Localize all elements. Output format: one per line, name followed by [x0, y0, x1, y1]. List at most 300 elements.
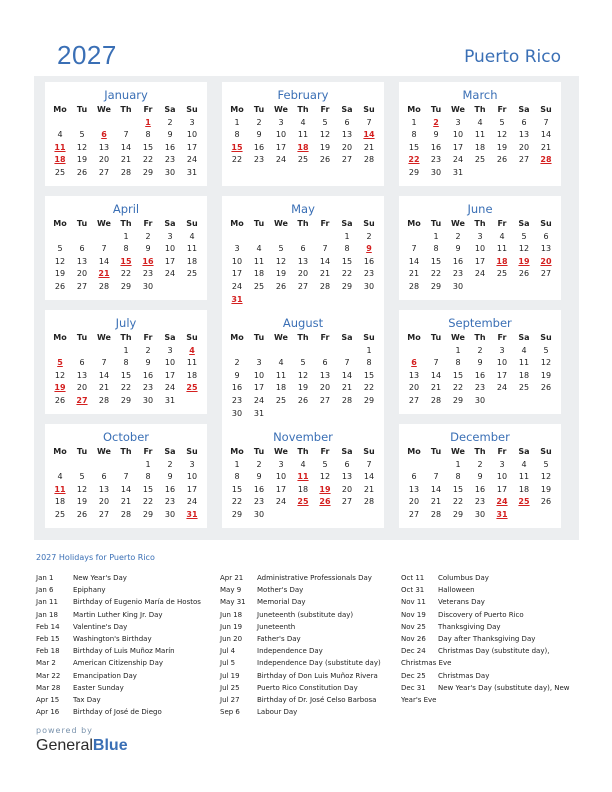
- day-cell: 1: [455, 345, 461, 355]
- weekday-header: We: [97, 333, 111, 342]
- day-cell: 14: [341, 370, 353, 380]
- day-cell: 17: [452, 142, 464, 152]
- day-cell: 12: [76, 142, 88, 152]
- holiday-name: Halloween: [438, 586, 475, 595]
- day-cell: 30: [142, 395, 154, 405]
- weekday-header: Mo: [53, 105, 67, 114]
- empty-day-cell: [358, 408, 380, 421]
- day-cell: 6: [411, 358, 417, 368]
- holiday-date: Jul 5: [220, 659, 236, 668]
- day-cell: 11: [54, 142, 66, 152]
- day-cell: 11: [297, 130, 309, 140]
- empty-day-cell: [336, 294, 358, 307]
- holiday-entry: [220, 694, 395, 706]
- holiday-name: Columbus Day: [438, 574, 489, 582]
- day-cell: 17: [474, 256, 486, 266]
- day-cell: 21: [363, 142, 375, 152]
- weekday-header: We: [274, 333, 288, 342]
- day-cell: 20: [408, 497, 420, 507]
- holiday-name: Washington's Birthday: [73, 634, 152, 643]
- holiday-entry: [36, 596, 214, 608]
- holiday-name: Tax Day: [73, 695, 101, 704]
- day-cell: 30: [474, 395, 486, 405]
- holiday-name: Christmas Day: [438, 671, 490, 680]
- holiday-name: Valentine's Day: [73, 622, 128, 631]
- empty-day-cell: [71, 231, 93, 244]
- day-cell: 12: [54, 256, 66, 266]
- day-cell: 12: [540, 472, 552, 482]
- holiday-entry: [401, 609, 579, 621]
- weekday-header: Sa: [164, 219, 176, 228]
- day-cell: 12: [319, 472, 331, 482]
- empty-day-cell: [513, 167, 535, 180]
- day-cell: 16: [474, 484, 486, 494]
- day-cell: 18: [54, 155, 66, 165]
- holiday-name: Birthday of Eugenio María de Hostos: [73, 598, 201, 607]
- day-cell: 16: [231, 383, 243, 393]
- holiday-name: Emancipation Day: [73, 671, 137, 680]
- day-cell: 24: [186, 497, 198, 507]
- day-cell: 25: [186, 383, 198, 393]
- holiday-date: Jan 1: [36, 574, 54, 582]
- day-cell: 4: [300, 459, 306, 469]
- day-cell: 31: [452, 167, 464, 177]
- day-cell: 9: [145, 358, 151, 368]
- day-cell: 9: [234, 370, 240, 380]
- day-cell: 1: [344, 231, 350, 241]
- day-cell: 10: [496, 358, 508, 368]
- weekday-header: Mo: [53, 447, 67, 456]
- day-cell: 29: [142, 509, 154, 519]
- day-cell: 5: [300, 358, 306, 368]
- day-cell: 16: [164, 484, 176, 494]
- day-cell: 26: [76, 167, 88, 177]
- day-cell: 14: [363, 130, 375, 140]
- holiday-entry: [36, 706, 214, 718]
- day-cell: 20: [408, 383, 420, 393]
- day-cell: 8: [455, 358, 461, 368]
- day-cell: 17: [164, 370, 176, 380]
- day-cell: 14: [319, 256, 331, 266]
- day-cell: 25: [275, 395, 287, 405]
- day-cell: 26: [76, 509, 88, 519]
- empty-day-cell: [226, 231, 248, 244]
- day-cell: 7: [366, 117, 372, 127]
- day-cell: 29: [452, 395, 464, 405]
- day-cell: 9: [256, 130, 262, 140]
- day-cell: 18: [253, 269, 265, 279]
- day-cell: 11: [518, 358, 530, 368]
- day-cell: 30: [164, 167, 176, 177]
- empty-day-cell: [93, 459, 115, 472]
- day-cell: 19: [275, 269, 287, 279]
- day-cell: 10: [164, 358, 176, 368]
- day-cell: 18: [186, 370, 198, 380]
- day-cell: 3: [499, 459, 505, 469]
- empty-day-cell: [403, 231, 425, 244]
- weekday-header: We: [274, 105, 288, 114]
- month-april: [45, 196, 207, 300]
- day-cell: 6: [322, 358, 328, 368]
- empty-day-cell: [336, 509, 358, 522]
- day-cell: 27: [408, 395, 420, 405]
- day-cell: 18: [518, 484, 530, 494]
- day-cell: 15: [231, 142, 243, 152]
- weekday-header: Th: [120, 333, 132, 342]
- day-cell: 17: [186, 484, 198, 494]
- day-cell: 26: [275, 281, 287, 291]
- holiday-entry: [36, 645, 214, 657]
- holiday-column-2: [220, 572, 395, 718]
- weekday-header: Fr: [143, 105, 153, 114]
- day-cell: 4: [57, 130, 63, 140]
- day-cell: 29: [452, 509, 464, 519]
- day-cell: 28: [341, 395, 353, 405]
- weekday-header: Tu: [253, 105, 265, 114]
- holiday-date: May 9: [220, 586, 242, 595]
- weekday-header: Th: [474, 105, 486, 114]
- day-cell: 24: [452, 155, 464, 165]
- day-cell: 20: [297, 269, 309, 279]
- day-cell: 16: [164, 142, 176, 152]
- day-cell: 15: [452, 370, 464, 380]
- holiday-name: New Year's Day (substitute day), New Year's Eve: [401, 683, 570, 704]
- holiday-date: Nov 11: [401, 598, 426, 607]
- day-cell: 7: [433, 358, 439, 368]
- weekday-header: Su: [186, 105, 198, 114]
- holiday-entry: [36, 657, 214, 669]
- day-cell: 8: [366, 358, 372, 368]
- holiday-date: Jan 6: [36, 586, 54, 595]
- holiday-date: Jul 19: [220, 671, 240, 680]
- day-cell: 5: [57, 244, 63, 254]
- holiday-name: American Citizenship Day: [73, 659, 163, 668]
- holiday-date: Apr 21: [220, 574, 244, 582]
- holiday-date: Mar 28: [36, 683, 61, 692]
- weekday-header: Tu: [253, 447, 265, 456]
- holiday-name: Epiphany: [73, 586, 106, 595]
- holiday-entry: [220, 621, 395, 633]
- empty-day-cell: [181, 395, 203, 408]
- weekday-header: Sa: [341, 333, 353, 342]
- weekday-header: Sa: [518, 333, 530, 342]
- day-cell: 17: [164, 256, 176, 266]
- day-cell: 27: [76, 395, 88, 405]
- day-cell: 12: [76, 484, 88, 494]
- month-name: October: [102, 430, 150, 444]
- holiday-name: Birthday of Dr. José Celso Barbosa: [257, 695, 377, 704]
- holiday-entry: [401, 670, 579, 682]
- day-cell: 9: [477, 358, 483, 368]
- day-cell: 23: [474, 383, 486, 393]
- day-cell: 10: [275, 472, 287, 482]
- day-cell: 23: [474, 497, 486, 507]
- day-cell: 5: [57, 358, 63, 368]
- empty-day-cell: [248, 231, 270, 244]
- holiday-date: May 31: [220, 598, 246, 607]
- day-cell: 7: [344, 358, 350, 368]
- weekday-header: Sa: [341, 447, 353, 456]
- day-cell: 25: [474, 155, 486, 165]
- day-cell: 16: [452, 256, 464, 266]
- day-cell: 2: [167, 459, 173, 469]
- weekday-header: Tu: [76, 333, 88, 342]
- holiday-name: Veterans Day: [438, 598, 485, 607]
- holiday-date: Jun 20: [220, 634, 243, 643]
- day-cell: 6: [79, 358, 85, 368]
- empty-day-cell: [248, 345, 270, 358]
- day-cell: 21: [408, 269, 420, 279]
- holiday-date: Jun 18: [220, 610, 243, 619]
- empty-day-cell: [181, 281, 203, 294]
- weekday-header: Tu: [430, 333, 442, 342]
- day-cell: 30: [231, 408, 243, 418]
- holiday-date: Dec 25: [401, 671, 426, 680]
- empty-day-cell: [491, 395, 513, 408]
- day-cell: 3: [499, 345, 505, 355]
- empty-day-cell: [292, 408, 314, 421]
- weekday-header: Su: [186, 219, 198, 228]
- day-cell: 10: [186, 130, 198, 140]
- weekday-header: Mo: [53, 333, 67, 342]
- month-name: November: [273, 430, 333, 444]
- day-cell: 15: [142, 142, 154, 152]
- day-cell: 1: [455, 459, 461, 469]
- day-cell: 8: [123, 244, 129, 254]
- day-cell: 3: [256, 358, 262, 368]
- empty-day-cell: [270, 345, 292, 358]
- holiday-column-1: [36, 572, 214, 718]
- holiday-entry: [36, 694, 214, 706]
- day-cell: 2: [145, 345, 151, 355]
- holiday-column-3: [401, 572, 579, 706]
- day-cell: 30: [430, 167, 442, 177]
- weekday-header: Tu: [430, 219, 442, 228]
- calendar-year: 2027: [57, 40, 117, 70]
- weekday-header: We: [274, 447, 288, 456]
- day-cell: 5: [278, 244, 284, 254]
- day-cell: 19: [54, 269, 66, 279]
- day-cell: 19: [297, 383, 309, 393]
- day-cell: 18: [518, 370, 530, 380]
- empty-day-cell: [71, 459, 93, 472]
- day-cell: 22: [363, 383, 375, 393]
- day-cell: 7: [366, 459, 372, 469]
- day-cell: 29: [120, 395, 132, 405]
- empty-day-cell: [513, 509, 535, 522]
- holiday-name: Day after Thanksgiving Day: [438, 634, 536, 643]
- holiday-date: Jul 25: [220, 683, 240, 692]
- day-cell: 13: [408, 484, 420, 494]
- holiday-date: Apr 16: [36, 708, 60, 717]
- empty-day-cell: [425, 345, 447, 358]
- weekday-header: Sa: [164, 333, 176, 342]
- day-cell: 18: [297, 484, 309, 494]
- weekday-header: Sa: [164, 105, 176, 114]
- day-cell: 11: [275, 370, 287, 380]
- day-cell: 3: [455, 117, 461, 127]
- month-name: January: [104, 88, 148, 102]
- holiday-entry: [401, 682, 579, 706]
- empty-day-cell: [535, 509, 557, 522]
- day-cell: 6: [344, 459, 350, 469]
- day-cell: 26: [319, 497, 331, 507]
- weekday-header: Fr: [497, 105, 507, 114]
- day-cell: 29: [120, 281, 132, 291]
- day-cell: 30: [164, 509, 176, 519]
- day-cell: 6: [79, 244, 85, 254]
- day-cell: 8: [234, 130, 240, 140]
- day-cell: 2: [477, 459, 483, 469]
- empty-day-cell: [491, 281, 513, 294]
- day-cell: 22: [408, 155, 420, 165]
- weekday-header: Th: [120, 219, 132, 228]
- day-cell: 17: [231, 269, 243, 279]
- holiday-entry: [220, 682, 395, 694]
- day-cell: 23: [253, 497, 265, 507]
- day-cell: 11: [474, 130, 486, 140]
- day-cell: 22: [120, 383, 132, 393]
- day-cell: 28: [98, 281, 110, 291]
- day-cell: 7: [433, 472, 439, 482]
- day-cell: 6: [300, 244, 306, 254]
- day-cell: 21: [363, 484, 375, 494]
- day-cell: 2: [366, 231, 372, 241]
- weekday-header: Mo: [230, 105, 244, 114]
- day-cell: 2: [256, 117, 262, 127]
- empty-day-cell: [226, 345, 248, 358]
- day-cell: 23: [363, 269, 375, 279]
- day-cell: 21: [540, 142, 552, 152]
- day-cell: 5: [322, 117, 328, 127]
- day-cell: 17: [186, 142, 198, 152]
- day-cell: 5: [543, 459, 549, 469]
- holiday-entry: [36, 670, 214, 682]
- day-cell: 14: [120, 142, 132, 152]
- day-cell: 15: [341, 256, 353, 266]
- day-cell: 3: [278, 459, 284, 469]
- month-december: [399, 424, 561, 528]
- day-cell: 18: [54, 497, 66, 507]
- weekday-header: Tu: [76, 105, 88, 114]
- month-january: [45, 82, 207, 186]
- day-cell: 2: [256, 459, 262, 469]
- empty-day-cell: [535, 395, 557, 408]
- day-cell: 19: [76, 155, 88, 165]
- day-cell: 4: [189, 231, 195, 241]
- month-name: July: [115, 316, 137, 330]
- day-cell: 28: [363, 497, 375, 507]
- day-cell: 27: [98, 167, 110, 177]
- day-cell: 6: [101, 130, 107, 140]
- holiday-date: Dec 31: [401, 683, 426, 692]
- day-cell: 3: [167, 345, 173, 355]
- day-cell: 22: [142, 155, 154, 165]
- day-cell: 7: [123, 472, 129, 482]
- day-cell: 14: [98, 370, 110, 380]
- holiday-entry: [220, 633, 395, 645]
- day-cell: 24: [164, 383, 176, 393]
- holiday-entry: [36, 584, 214, 596]
- empty-day-cell: [71, 117, 93, 130]
- weekday-header: Mo: [407, 447, 421, 456]
- day-cell: 4: [300, 117, 306, 127]
- day-cell: 15: [430, 256, 442, 266]
- day-cell: 4: [521, 459, 527, 469]
- holiday-name: Birthday of Luis Muñoz Marín: [73, 647, 175, 656]
- month-october: [45, 424, 207, 528]
- day-cell: 29: [363, 395, 375, 405]
- holiday-name: Birthday of Don Luis Muñoz Rivera: [257, 671, 378, 680]
- day-cell: 31: [496, 509, 508, 519]
- holiday-date: Sep 6: [220, 708, 240, 717]
- weekday-header: Sa: [341, 219, 353, 228]
- weekday-header: Tu: [76, 447, 88, 456]
- holiday-date: Jul 4: [220, 647, 236, 656]
- day-cell: 11: [496, 244, 508, 254]
- day-cell: 6: [543, 231, 549, 241]
- day-cell: 11: [54, 484, 66, 494]
- day-cell: 16: [253, 484, 265, 494]
- day-cell: 30: [474, 509, 486, 519]
- day-cell: 13: [98, 484, 110, 494]
- day-cell: 8: [123, 358, 129, 368]
- day-cell: 31: [164, 395, 176, 405]
- weekday-header: Su: [363, 333, 375, 342]
- empty-day-cell: [270, 294, 292, 307]
- day-cell: 26: [54, 281, 66, 291]
- weekday-header: We: [97, 219, 111, 228]
- weekday-header: Tu: [430, 105, 442, 114]
- day-cell: 28: [120, 509, 132, 519]
- day-cell: 15: [408, 142, 420, 152]
- generalblue-logo[interactable]: [36, 737, 128, 755]
- weekday-header: Mo: [53, 219, 67, 228]
- day-cell: 4: [278, 358, 284, 368]
- day-cell: 1: [123, 345, 129, 355]
- weekday-header: We: [97, 105, 111, 114]
- day-cell: 1: [433, 231, 439, 241]
- empty-day-cell: [513, 395, 535, 408]
- day-cell: 13: [540, 244, 552, 254]
- holiday-entry: [220, 572, 395, 584]
- holiday-name: Birthday of José de Diego: [73, 708, 162, 717]
- day-cell: 25: [297, 155, 309, 165]
- day-cell: 19: [319, 142, 331, 152]
- empty-day-cell: [469, 281, 491, 294]
- day-cell: 19: [540, 370, 552, 380]
- day-cell: 18: [186, 256, 198, 266]
- day-cell: 5: [543, 345, 549, 355]
- empty-day-cell: [535, 167, 557, 180]
- holiday-name: Administrative Professionals Day: [257, 574, 372, 582]
- day-cell: 30: [363, 281, 375, 291]
- day-cell: 13: [341, 130, 353, 140]
- brand-general: General: [36, 737, 93, 754]
- day-cell: 2: [433, 117, 439, 127]
- month-name: February: [277, 88, 329, 102]
- day-cell: 7: [101, 244, 107, 254]
- day-cell: 8: [411, 130, 417, 140]
- weekday-header: Fr: [497, 333, 507, 342]
- weekday-header: Su: [540, 219, 552, 228]
- day-cell: 12: [319, 130, 331, 140]
- weekday-header: Tu: [253, 219, 265, 228]
- day-cell: 25: [297, 497, 309, 507]
- weekday-header: We: [451, 333, 465, 342]
- day-cell: 18: [297, 142, 309, 152]
- day-cell: 1: [411, 117, 417, 127]
